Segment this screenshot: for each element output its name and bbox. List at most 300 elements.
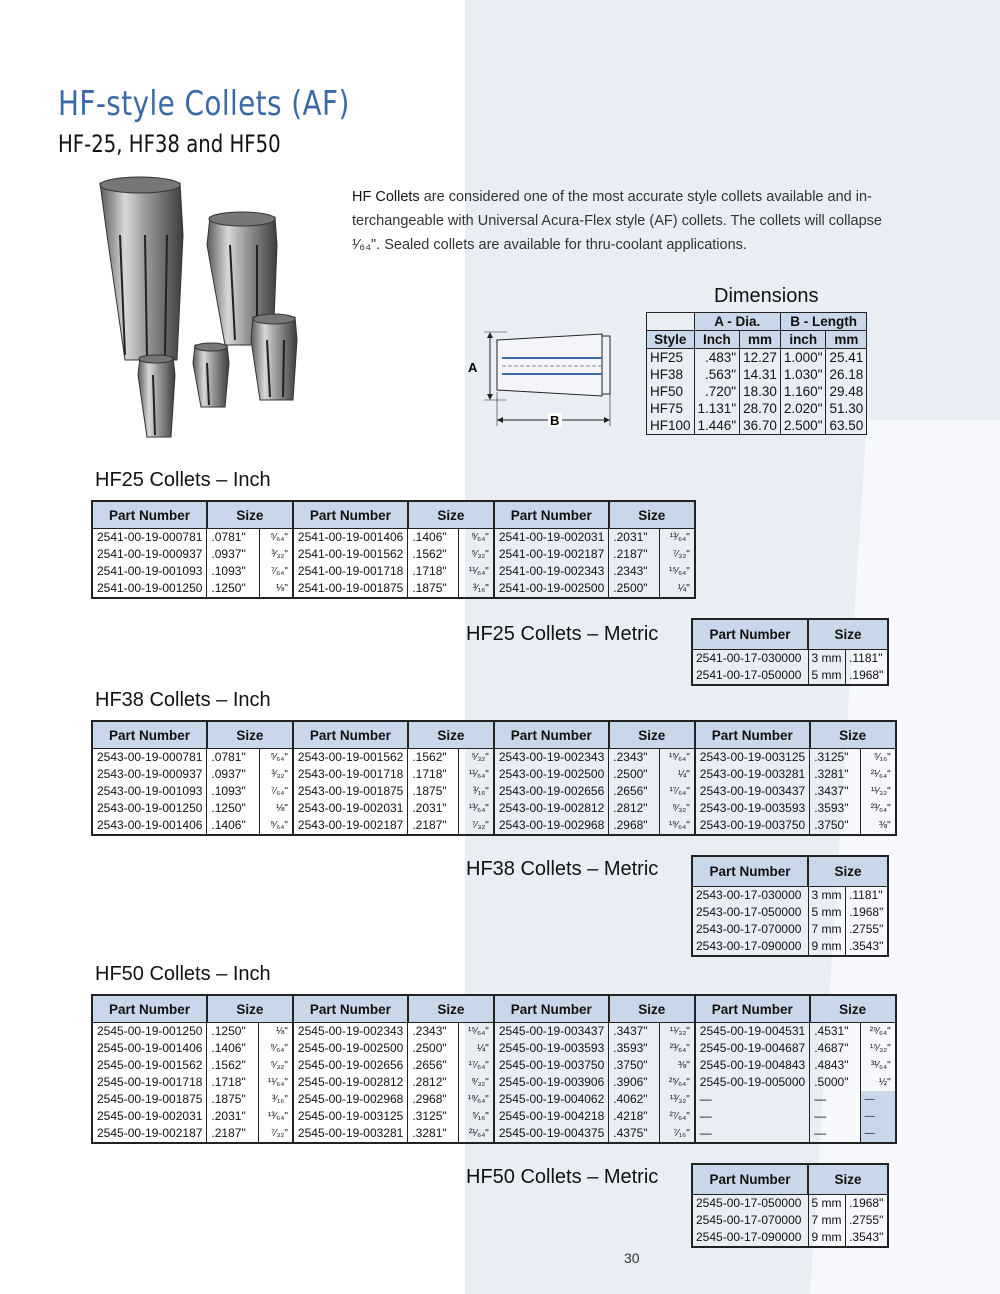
hf50_inch-size-decimal: .2812" [408, 1074, 458, 1091]
dimensions-group-a: A - Dia. [694, 313, 780, 331]
hf25_inch-size-decimal: .1875" [408, 580, 459, 598]
hf38_inch-row [92, 817, 896, 835]
hf38_inch-row [92, 766, 896, 783]
dimensions-cell: 1.131" [694, 400, 740, 417]
dimensions-row [647, 400, 867, 417]
hf50_inch-part-number: 2545-00-19-004218 [494, 1108, 609, 1125]
hf38_inch-part-number: 2543-00-19-000937 [97, 767, 203, 781]
hf50_inch-size-fraction: ¹¹⁄₆₄" [258, 1074, 293, 1091]
hf50_inch-size-fraction: ½" [860, 1074, 896, 1091]
hf50_inch-size-fraction: ²⁵⁄₆₄" [659, 1074, 694, 1091]
hf50_inch-size-decimal: .4218" [609, 1108, 660, 1125]
hf25_inch-size-fraction: ⁷⁄₃₂" [659, 546, 694, 563]
hf38_inch-row [92, 783, 896, 800]
hf50_metric-row [692, 1229, 888, 1247]
hf38_inch-size-fraction: ²¹⁄₆₄" [861, 766, 896, 783]
hf38_inch-size-fraction: ¹⁷⁄₆₄" [659, 783, 695, 800]
hf38_metric-cell: .2755" [846, 921, 888, 938]
hf50_inch-part-number: 2545-00-19-002343 [293, 1023, 408, 1041]
hf25_inch-part-number: 2541-00-19-002500 [494, 580, 609, 598]
hf50_inch-size-decimal: .3437" [609, 1023, 660, 1041]
hf50_inch-part-number: 2545-00-19-001562 [97, 1058, 203, 1072]
hf25_inch-size-decimal: .1562" [408, 546, 459, 563]
hf50_inch-size-fraction: ²⁹⁄₆₄" [860, 1023, 896, 1041]
hf38_inch-size-decimal: .1250" [207, 800, 260, 817]
hf25_inch-header-row [92, 501, 695, 529]
hf50_inch-size-decimal: .4531" [810, 1023, 860, 1041]
hf25_metric-cell: 3 mm [808, 650, 846, 668]
description-line-3: ¹⁄₆₄". Sealed collets are available for thru-coolant applications. [352, 237, 747, 253]
hf25_inch-size-fraction: ¹¹⁄₆₄" [459, 563, 494, 580]
hf50_inch-part-number: 2545-00-19-002968 [293, 1091, 408, 1108]
hf38_inch-size-decimal: .3437" [810, 783, 861, 800]
hf38_metric-cell: 3 mm [808, 887, 846, 905]
hf50_metric-col-size: Size [808, 1164, 888, 1195]
hf50_inch-size-fraction: ⁷⁄₁₆" [659, 1125, 694, 1143]
hf25_inch-part-number: 2541-00-19-001406 [293, 529, 408, 547]
hf38_inch-part-number: 2543-00-19-003125 [695, 749, 810, 767]
hf38_inch-size-fraction: ⅛" [260, 800, 293, 817]
hf50_inch-part-number: 2545-00-19-002812 [293, 1074, 408, 1091]
hf38_inch-size-fraction: ⅜" [861, 817, 896, 835]
hf38_inch-part-number: 2543-00-19-001875 [293, 783, 408, 800]
hf38_inch-part-number: 2543-00-19-001093 [97, 784, 203, 798]
hf50_inch-part-number: 2545-00-19-003593 [494, 1040, 609, 1057]
hf25_inch-row [92, 580, 695, 598]
hf50-inch-heading: HF50 Collets – Inch [95, 963, 271, 985]
hf38_inch-size-fraction: ¹¹⁄₆₄" [459, 766, 494, 783]
hf50_inch-size-fraction: ²³⁄₆₄" [659, 1040, 694, 1057]
hf38_inch-size-decimal: .2031" [408, 800, 459, 817]
hf38_inch-size-fraction: ¹⁹⁄₆₄" [659, 817, 695, 835]
hf50_metric-cell: 7 mm [808, 1212, 846, 1229]
hf50_inch-size-decimal: .2187" [207, 1125, 258, 1143]
hf25_metric-col-size: Size [808, 619, 888, 650]
hf50_inch-size-fraction: ¹³⁄₃₂" [659, 1091, 694, 1108]
hf50_metric-cell: 9 mm [808, 1229, 846, 1247]
hf25_inch-row [92, 563, 695, 580]
description-line-2: terchangeable with Universal Acura-Flex style (AF) collets. The collets will collapse [352, 213, 883, 229]
hf38_inch-size-fraction: ³⁄₁₆" [459, 783, 494, 800]
hf50_inch-size-fraction: ¹⁹⁄₆₄" [458, 1091, 494, 1108]
hf38_inch-size-decimal: .1875" [408, 783, 459, 800]
hf25_inch-size-decimal: .1406" [408, 529, 459, 547]
hf50_inch-part-number: 2545-00-19-003125 [293, 1108, 408, 1125]
hf38_inch-size-fraction: ¹¹⁄₃₂" [861, 783, 896, 800]
hf50_inch-col-size: Size [609, 995, 695, 1023]
hf50_inch-size-decimal: .3281" [408, 1125, 458, 1143]
hf50_inch-row [92, 1057, 896, 1074]
hf50_inch-size-fraction: — [860, 1091, 896, 1108]
hf50_inch-part-number: 2545-00-19-001406 [97, 1041, 203, 1055]
hf50_metric-row [692, 1212, 888, 1229]
hf38_inch-part-number: 2543-00-19-000781 [97, 750, 203, 764]
dimensions-cell: .720" [694, 383, 740, 400]
collets-photo [85, 175, 325, 450]
hf50_inch-size-decimal: — [810, 1125, 860, 1143]
hf25-metric-table [691, 618, 889, 686]
hf50_metric-cell: .1968" [846, 1195, 888, 1213]
hf25_inch-part-number: 2541-00-19-001718 [293, 563, 408, 580]
hf50_inch-size-decimal: .3593" [609, 1040, 660, 1057]
small-collet-1 [251, 314, 297, 400]
hf50-metric-table [691, 1163, 889, 1248]
hf38_inch-size-decimal: .3125" [810, 749, 861, 767]
hf38_inch-size-decimal: .1093" [207, 783, 260, 800]
hf38_inch-size-decimal: .1406" [207, 817, 260, 835]
hf50_inch-size-fraction: ⁹⁄₃₂" [458, 1074, 494, 1091]
hf38_inch-part-number: 2543-00-19-001718 [293, 766, 408, 783]
hf38_metric-cell: .3543" [846, 938, 888, 956]
hf50_inch-col-part-number: Part Number [494, 995, 609, 1023]
hf50_inch-size-decimal: .1875" [207, 1091, 258, 1108]
collet-diagram [462, 330, 632, 430]
hf50_inch-size-decimal: .4062" [609, 1091, 660, 1108]
hf50_inch-part-number: 2545-00-19-004531 [695, 1023, 810, 1041]
hf38_inch-col-size: Size [609, 721, 695, 749]
dimensions-col-header: inch [780, 331, 826, 349]
hf50_inch-row [92, 1040, 896, 1057]
hf38-metric-table [691, 855, 889, 957]
hf50_metric-header-row [692, 1164, 888, 1195]
hf25_inch-size-fraction: ⁵⁄₃₂" [459, 546, 494, 563]
hf50_inch-size-fraction: ⁷⁄₃₂" [258, 1125, 293, 1143]
hf50_metric-cell: .3543" [846, 1229, 888, 1247]
dimensions-cell: 29.48 [826, 383, 867, 400]
hf38_inch-part-number: 2543-00-19-003281 [695, 766, 810, 783]
hf38_inch-part-number: 2543-00-19-002187 [293, 817, 408, 835]
hf50_inch-row [92, 1125, 896, 1143]
hf38_inch-part-number: 2543-00-19-002656 [494, 783, 609, 800]
hf50_inch-size-decimal: .2656" [408, 1057, 458, 1074]
hf50_metric-cell: .2755" [846, 1212, 888, 1229]
hf38_inch-part-number: 2543-00-19-003437 [695, 783, 810, 800]
hf38_metric-header-row [692, 856, 888, 887]
hf25_inch-size-fraction: ³⁄₃₂" [260, 546, 293, 563]
hf50_metric-cell: 2545-00-17-070000 [696, 1213, 802, 1227]
dimensions-cell: .563" [694, 366, 740, 383]
hf25_inch-size-fraction: ¹⁵⁄₆₄" [659, 563, 694, 580]
hf25_metric-cell: 2541-00-17-030000 [696, 651, 802, 665]
dimensions-table [646, 312, 867, 435]
hf50_metric-cell: 2545-00-17-090000 [696, 1230, 802, 1244]
dimensions-cell: 28.70 [740, 400, 781, 417]
hf38_inch-size-fraction: ⁵⁄₁₆" [861, 749, 896, 767]
hf50_metric-row [692, 1195, 888, 1213]
hf38_inch-size-fraction: ⁷⁄₆₄" [260, 783, 293, 800]
hf38_inch-size-decimal: .0937" [207, 766, 260, 783]
hf25-inch-heading: HF25 Collets – Inch [95, 469, 271, 491]
hf50_inch-size-decimal: .1406" [207, 1040, 258, 1057]
hf38_metric-cell: 2543-00-17-050000 [696, 905, 802, 919]
hf38_inch-col-part-number: Part Number [695, 721, 810, 749]
hf25_metric-cell: .1181" [846, 650, 888, 668]
hf38_inch-part-number: 2543-00-19-002500 [494, 766, 609, 783]
hf25_metric-cell: 5 mm [808, 667, 846, 685]
hf25_inch-size-decimal: .1718" [408, 563, 459, 580]
dimensions-cell: 1.000" [780, 349, 826, 367]
hf38_inch-part-number: 2543-00-19-001250 [97, 801, 203, 815]
hf38_inch-part-number: 2543-00-19-001562 [293, 749, 408, 767]
hf25_inch-col-size: Size [609, 501, 695, 529]
hf25_inch-col-part-number: Part Number [494, 501, 609, 529]
dimensions-row [647, 383, 867, 400]
hf25_inch-col-part-number: Part Number [92, 501, 207, 529]
dimensions-cell: 25.41 [826, 349, 867, 367]
hf38_metric-col-size: Size [808, 856, 888, 887]
hf38_metric-cell: 2543-00-17-090000 [696, 939, 802, 953]
hf50_inch-size-fraction: ⅜" [659, 1057, 694, 1074]
hf25_inch-size-decimal: .2343" [609, 563, 660, 580]
hf50_inch-part-number: — [695, 1125, 810, 1143]
small-collet-3 [138, 355, 175, 437]
hf38_inch-part-number: 2543-00-19-002031 [293, 800, 408, 817]
hf50_inch-size-decimal: .2031" [207, 1108, 258, 1125]
dimensions-cell: 1.160" [780, 383, 826, 400]
hf50_inch-size-fraction: — [860, 1125, 896, 1143]
hf50_inch-size-decimal: .4375" [609, 1125, 660, 1143]
hf25_inch-size-fraction: ⅛" [260, 580, 293, 598]
hf50_inch-size-fraction: ¼" [458, 1040, 494, 1057]
hf38_metric-row [692, 921, 888, 938]
hf50_inch-size-fraction: ³⁄₁₆" [258, 1091, 293, 1108]
hf38_inch-col-size: Size [810, 721, 896, 749]
hf38_inch-size-fraction: ²³⁄₆₄" [861, 800, 896, 817]
hf38_inch-col-part-number: Part Number [494, 721, 609, 749]
hf38_metric-row [692, 904, 888, 921]
dimensions-cell: .483" [694, 349, 740, 367]
page-number: 30 [624, 1250, 640, 1266]
hf38_inch-size-fraction: ¹⁵⁄₆₄" [659, 749, 695, 767]
hf50_metric-cell: 2545-00-17-050000 [696, 1196, 802, 1210]
hf38_metric-cell: 2543-00-17-030000 [696, 888, 802, 902]
hf25_inch-size-fraction: ⁷⁄₆₄" [260, 563, 293, 580]
hf50_inch-row [92, 1091, 896, 1108]
hf38-inch-table [91, 720, 897, 836]
hf38_metric-row [692, 887, 888, 905]
hf25_inch-part-number: 2541-00-19-001250 [97, 581, 203, 595]
description-bold: HF Collets [352, 189, 420, 205]
dimensions-cell: HF38 [647, 366, 695, 383]
hf50_inch-size-decimal: .1718" [207, 1074, 258, 1091]
description [352, 185, 892, 257]
hf25_inch-part-number: 2541-00-19-002187 [494, 546, 609, 563]
hf25_metric-cell: 2541-00-17-050000 [696, 668, 802, 682]
hf50_inch-part-number: 2545-00-19-001875 [97, 1092, 203, 1106]
hf50_inch-size-decimal: — [810, 1108, 860, 1125]
hf50_inch-size-decimal: .4843" [810, 1057, 860, 1074]
hf50_metric-cell: 5 mm [808, 1195, 846, 1213]
hf25_metric-cell: .1968" [846, 667, 888, 685]
hf38_inch-part-number: 2543-00-19-001406 [97, 818, 203, 832]
dimensions-row [647, 349, 867, 367]
hf50_inch-size-decimal: .4687" [810, 1040, 860, 1057]
dimensions-col-header: mm [826, 331, 867, 349]
hf38_inch-size-decimal: .3281" [810, 766, 861, 783]
hf50_inch-part-number: 2545-00-19-003437 [494, 1023, 609, 1041]
hf38_metric-col-part-number: Part Number [692, 856, 808, 887]
hf50_inch-size-fraction: ¹⁵⁄₆₄" [458, 1023, 494, 1041]
hf50_inch-size-fraction: ⁹⁄₆₄" [258, 1040, 293, 1057]
hf38_metric-cell: 5 mm [808, 904, 846, 921]
hf25_inch-size-fraction: ¹³⁄₆₄" [659, 529, 694, 547]
hf38_inch-part-number: 2543-00-19-002343 [494, 749, 609, 767]
hf38_metric-cell: 2543-00-17-070000 [696, 922, 802, 936]
hf25_inch-size-decimal: .1093" [207, 563, 260, 580]
hf50_inch-col-size: Size [810, 995, 896, 1023]
hf25-metric-heading: HF25 Collets – Metric [466, 623, 659, 645]
dimensions-cell: 1.446" [694, 417, 740, 435]
hf50_metric-col-part-number: Part Number [692, 1164, 808, 1195]
hf38_inch-size-decimal: .2812" [609, 800, 659, 817]
hf25_inch-part-number: 2541-00-19-001875 [293, 580, 408, 598]
hf50_inch-col-part-number: Part Number [92, 995, 207, 1023]
hf50_inch-size-decimal: .2500" [408, 1040, 458, 1057]
hf25_inch-row [92, 529, 695, 547]
hf38_metric-cell: .1181" [846, 887, 888, 905]
dimensions-cell: 36.70 [740, 417, 781, 435]
hf50_inch-row [92, 1023, 896, 1041]
hf38_inch-size-decimal: .3593" [810, 800, 861, 817]
small-collet-2 [193, 343, 229, 407]
hf38_inch-header-row [92, 721, 896, 749]
hf50_inch-size-fraction: ³¹⁄₆₄" [860, 1057, 896, 1074]
hf38_inch-col-part-number: Part Number [293, 721, 408, 749]
hf25_inch-size-fraction: ⁵⁄₆₄" [260, 529, 293, 547]
hf25_inch-col-part-number: Part Number [293, 501, 408, 529]
hf50_inch-size-fraction: ⅛" [258, 1023, 293, 1041]
hf25_inch-col-size: Size [408, 501, 494, 529]
hf50_inch-size-decimal: .3906" [609, 1074, 660, 1091]
dimensions-group-b: B - Length [780, 313, 866, 331]
hf50_inch-part-number: 2545-00-19-004687 [695, 1040, 810, 1057]
dimensions-cell: 2.500" [780, 417, 826, 435]
hf50-inch-table [91, 994, 897, 1144]
hf50_inch-size-fraction: ⁵⁄₃₂" [258, 1057, 293, 1074]
hf38_metric-cell: 9 mm [808, 938, 846, 956]
hf25_inch-size-fraction: ¼" [659, 580, 694, 598]
hf38_inch-part-number: 2543-00-19-003593 [695, 800, 810, 817]
hf38_inch-size-fraction: ³⁄₃₂" [260, 766, 293, 783]
hf50_inch-part-number: 2545-00-19-002500 [293, 1040, 408, 1057]
hf25_inch-row [92, 546, 695, 563]
hf50_inch-size-decimal: .3750" [609, 1057, 660, 1074]
hf25_inch-size-decimal: .2500" [609, 580, 660, 598]
hf50_inch-part-number: 2545-00-19-002656 [293, 1057, 408, 1074]
hf50_inch-size-decimal: .1562" [207, 1057, 258, 1074]
hf38_metric-cell: .1968" [846, 904, 888, 921]
hf25_inch-size-fraction: ³⁄₁₆" [459, 580, 494, 598]
hf25_inch-part-number: 2541-00-19-000937 [97, 547, 203, 561]
hf25_inch-col-size: Size [207, 501, 293, 529]
dimensions-cell: HF50 [647, 383, 695, 400]
hf50_inch-part-number: 2545-00-19-004843 [695, 1057, 810, 1074]
hf25_inch-size-decimal: .2187" [609, 546, 660, 563]
dimensions-row [647, 366, 867, 383]
hf50_inch-col-size: Size [207, 995, 293, 1023]
hf38_inch-col-size: Size [207, 721, 293, 749]
hf50_inch-col-part-number: Part Number [695, 995, 810, 1023]
hf25_metric-row [692, 650, 888, 668]
hf50_inch-size-decimal: .2968" [408, 1091, 458, 1108]
hf38_inch-col-part-number: Part Number [92, 721, 207, 749]
hf50_inch-part-number: 2545-00-19-005000 [695, 1074, 810, 1091]
hf38_metric-cell: 7 mm [808, 921, 846, 938]
hf38_inch-part-number: 2543-00-19-003750 [695, 817, 810, 835]
hf25_metric-col-part-number: Part Number [692, 619, 808, 650]
hf38_inch-size-fraction: ⁷⁄₃₂" [459, 817, 494, 835]
dimensions-cell: HF25 [647, 349, 695, 367]
dimensions-cell: 18.30 [740, 383, 781, 400]
hf38_inch-size-fraction: ⁵⁄₃₂" [459, 749, 494, 767]
hf38_metric-row [692, 938, 888, 956]
hf38_inch-size-fraction: ¹³⁄₆₄" [459, 800, 494, 817]
hf38_inch-size-decimal: .2187" [408, 817, 459, 835]
hf50_inch-size-fraction: ¹³⁄₆₄" [258, 1108, 293, 1125]
hf50_inch-size-fraction: ²⁷⁄₆₄" [659, 1108, 694, 1125]
hf38_inch-size-decimal: .2500" [609, 766, 659, 783]
hf38_inch-size-decimal: .1718" [408, 766, 459, 783]
hf25_inch-part-number: 2541-00-19-000781 [97, 530, 203, 544]
dimensions-cell: 2.020" [780, 400, 826, 417]
dimensions-heading: Dimensions [714, 285, 819, 307]
hf38_inch-size-fraction: ⁹⁄₆₄" [260, 817, 293, 835]
hf50_inch-size-fraction: ¹¹⁄₃₂" [659, 1023, 694, 1041]
hf38-metric-heading: HF38 Collets – Metric [466, 858, 659, 880]
hf25_inch-size-decimal: .1250" [207, 580, 260, 598]
hf50_inch-size-fraction: ⁵⁄₁₆" [458, 1108, 494, 1125]
hf38_inch-row [92, 800, 896, 817]
hf38_inch-part-number: 2543-00-19-002812 [494, 800, 609, 817]
hf50_inch-size-fraction: ¹⁷⁄₆₄" [458, 1057, 494, 1074]
hf25_inch-size-decimal: .0781" [207, 529, 260, 547]
hf38_inch-size-decimal: .1562" [408, 749, 459, 767]
hf50-metric-heading: HF50 Collets – Metric [466, 1166, 659, 1188]
hf50_inch-header-row [92, 995, 896, 1023]
hf50_inch-part-number: 2545-00-19-002031 [97, 1109, 203, 1123]
hf50_inch-part-number: 2545-00-19-004375 [494, 1125, 609, 1143]
dimensions-col-header: Style [647, 331, 695, 349]
hf50_inch-part-number: 2545-00-19-003281 [293, 1125, 408, 1143]
dimensions-cell: 63.50 [826, 417, 867, 435]
dimensions-cell: 12.27 [740, 349, 781, 367]
description-line-1: are considered one of the most accurate style collets available and in- [419, 189, 872, 205]
dimensions-cell: 1.030" [780, 366, 826, 383]
large-collet [100, 177, 183, 360]
hf50_inch-size-fraction: — [860, 1108, 896, 1125]
diagram-label-b: B [550, 413, 560, 428]
hf50_inch-part-number: 2545-00-19-001250 [97, 1024, 203, 1038]
page-title: HF-style Collets (AF) [58, 84, 350, 124]
hf50_inch-part-number: — [695, 1108, 810, 1125]
hf25_metric-header-row [692, 619, 888, 650]
diagram-label-a: A [468, 360, 478, 375]
hf38_inch-part-number: 2543-00-19-002968 [494, 817, 609, 835]
hf25_inch-part-number: 2541-00-19-002343 [494, 563, 609, 580]
hf38_inch-row [92, 749, 896, 767]
hf50_inch-row [92, 1074, 896, 1091]
hf50_inch-part-number: 2545-00-19-002187 [97, 1126, 203, 1140]
hf25-inch-table [91, 500, 696, 599]
hf50_inch-size-fraction: ²¹⁄₆₄" [458, 1125, 494, 1143]
dimensions-cell: HF75 [647, 400, 695, 417]
dimensions-cell: 26.18 [826, 366, 867, 383]
hf25_inch-part-number: 2541-00-19-001093 [97, 564, 203, 578]
hf50_inch-col-part-number: Part Number [293, 995, 408, 1023]
hf38_inch-size-decimal: .2656" [609, 783, 659, 800]
hf50_inch-part-number: 2545-00-19-004062 [494, 1091, 609, 1108]
hf50_inch-size-decimal: .5000" [810, 1074, 860, 1091]
